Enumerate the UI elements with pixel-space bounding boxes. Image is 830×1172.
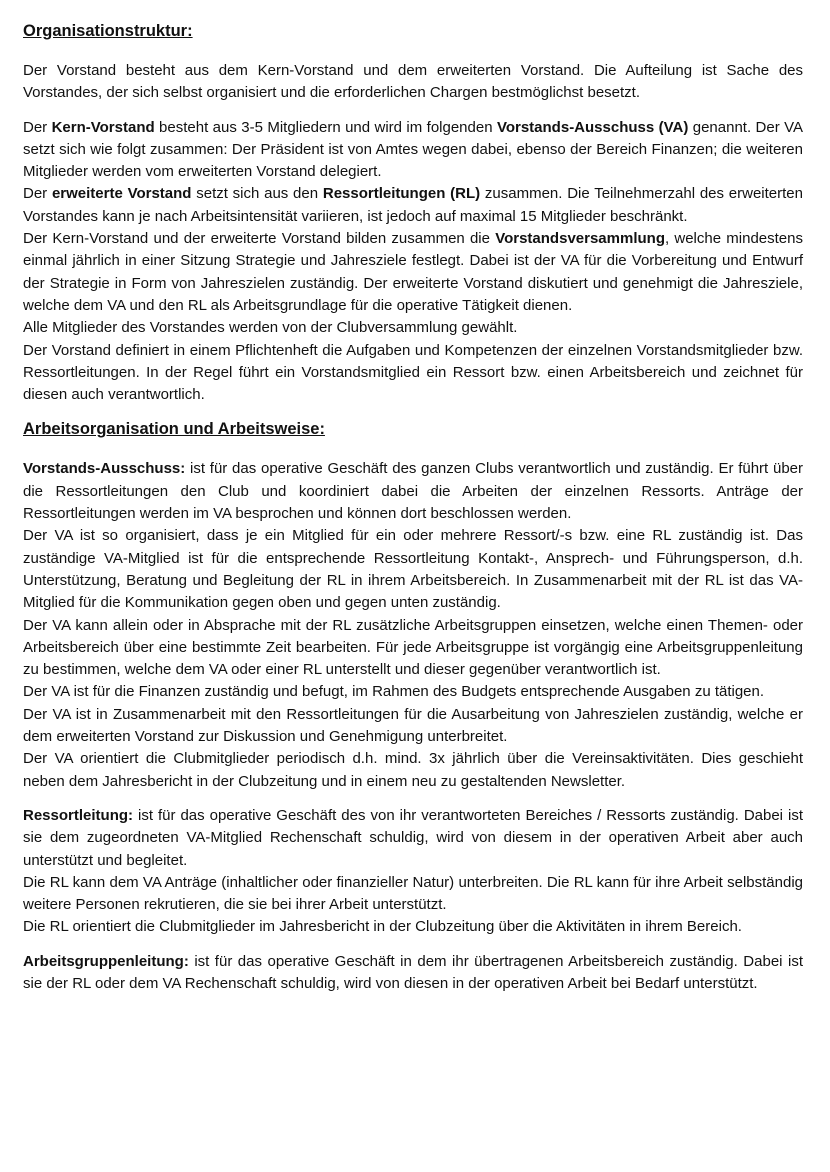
paragraph-rl-antraege: Die RL kann dem VA Anträge (inhaltlicher oder finanzieller Natur) unterbreiten. Die RL kann für ihre Arbeit selbständig weitere Personen rekrutieren, die sie bei ihrer Arbeit unterstützt. xyxy=(23,873,803,914)
paragraph-va-finanzen: Der VA ist für die Finanzen zuständig und befugt, im Rahmen des Budgets entsprechende Ausgaben zu tätigen. xyxy=(23,683,765,701)
paragraph-va-jahresziele: Der VA ist in Zusammenarbeit mit den Ressortleitungen für die Ausarbeitung von Jahreszielen zuständig, welche er dem erweiterten Vorstand zur Diskussion und Genehmigung unterbreitet. xyxy=(23,705,803,746)
term-kern-vorstand: Kern-Vorstand xyxy=(51,118,155,136)
paragraph-erweiterter-vorstand: Der erweiterte Vorstand setzt sich aus den Ressortleitungen (RL) zusammen. Die Teilnehmerzahl des erweiterten Vorstandes kann je nach Arbeitsintensität variieren, ist jedoch auf maximal 15 Mitglieder beschränkt. xyxy=(23,185,803,225)
paragraph-vorstand-intro: Der Vorstand besteht aus dem Kern-Vorstand und dem erweiterten Vorstand. Die Aufteilung ist Sache des Vorstandes, der sich selbst organisiert und die erforderlichen Chargen bestmöglichst besetzt. xyxy=(23,62,803,102)
label-arbeitsgruppenleitung: Arbeitsgruppenleitung: xyxy=(23,952,189,970)
label-vorstands-ausschuss: Vorstands-Ausschuss: xyxy=(23,460,186,478)
paragraph-rl-intro: Ressortleitung: ist für das operative Geschäft des von ihr verantworteten Bereiches / Ressorts zuständig. Dabei ist sie dem zugeordneten VA-Mitglied Rechenschaft schuldig, wird von diesem in der operativen Arbeit aber auch unterstützt und begleitet. xyxy=(23,806,803,869)
paragraph-vorstandsversammlung: Der Kern-Vorstand und der erweiterte Vorstand bilden zusammen die Vorstandsversammlung, welche mindestens einmal jährlich in einer Sitzung Strategie und Jahresziele festlegt. Dabei ist der VA für die Vorbereitung und Entwurf der Strategie in Form von Jahreszielen zuständig. Der erweiterte Vorstand diskutiert und genehmigt die Jahresziele, welche dem VA und den RL als Arbeitsgrundlage für die operative Tätigkeit dienen. xyxy=(23,230,803,314)
paragraph-va-organisation: Der VA ist so organisiert, dass je ein Mitglied für ein oder mehrere Ressort/-s bzw. eine RL zuständig ist. Das zuständige VA-Mitglied ist für die entsprechende Ressortleitung Kontakt-, Ansprech- und Führungsperson, d.h. Unterstützung, Beratung und Begleitung der RL in ihrem Arbeitsbereich. In Zusammenarbeit mit der RL ist das VA-Mitglied für die Kommunikation gegen oben und gegen unten zuständig. xyxy=(23,527,803,612)
term-ressortleitungen: Ressortleitungen (RL) xyxy=(322,185,481,203)
paragraph-rl-orientierung: Die RL orientiert die Clubmitglieder im Jahresbericht in der Clubzeitung über die Aktivitäten in ihrem Bereich. xyxy=(23,918,742,936)
term-erweiterter-vorstand: erweiterte Vorstand xyxy=(51,185,192,203)
paragraph-va-arbeitsgruppen: Der VA kann allein oder in Absprache mit der RL zusätzliche Arbeitsgruppen einsetzen, welche einen Themen- oder Arbeitsbereich über eine bestimmte Zeit bearbeiten. Für jede Arbeitsgruppe ist vorgängig eine Arbeitsgruppenleitung zu bestimmen, welche dem VA oder einer RL unterstellt und dieser gegenüber verantwortlich ist. xyxy=(23,616,803,679)
heading-organisationstruktur: Organisationstruktur: xyxy=(23,22,193,40)
paragraph-wahl: Alle Mitglieder des Vorstandes werden von der Clubversammlung gewählt. xyxy=(23,319,518,337)
heading-arbeitsorganisation: Arbeitsorganisation und Arbeitsweise: xyxy=(23,420,325,439)
term-vorstandsversammlung: Vorstandsversammlung xyxy=(495,230,665,248)
term-vorstands-ausschuss: Vorstands-Ausschuss (VA) xyxy=(496,118,689,136)
paragraph-va-orientierung: Der VA orientiert die Clubmitglieder periodisch d.h. mind. 3x jährlich über die Vereinsaktivitäten. Dies geschieht neben dem Jahresbericht in der Clubzeitung und in einem neu zu gestaltenden Newsletter. xyxy=(23,750,803,790)
label-ressortleitung: Ressortleitung: xyxy=(23,806,134,824)
paragraph-kern-vorstand: Der Kern-Vorstand besteht aus 3-5 Mitgliedern und wird im folgenden Vorstands-Ausschuss (VA) genannt. Der VA setzt sich wie folgt zusammen: Der Präsident ist von Amtes wegen dabei, ebenso der Bereich Finanzen; die weiteren Mitglieder werden vom erweiterten Vorstand delegiert. xyxy=(23,118,803,181)
paragraph-va-intro: Vorstands-Ausschuss: ist für das operative Geschäft des ganzen Clubs verantwortlich und zuständig. Er führt über die Ressortleitungen den Club und koordiniert dabei die Arbeiten der einzelnen Ressorts. Anträge der Ressortleitungen werden im VA besprochen und können dort beschlossen werden. xyxy=(23,460,803,523)
paragraph-agl-intro: Arbeitsgruppenleitung: ist für das operative Geschäft in dem ihr übertragenen Arbeitsbereich zuständig. Dabei ist sie der RL oder dem VA Rechenschaft schuldig, wird von diesen in der operativen Arbeit bei Bedarf unterstützt. xyxy=(23,952,803,992)
paragraph-pflichtenheft: Der Vorstand definiert in einem Pflichtenheft die Aufgaben und Kompetenzen der einzelnen Vorstandsmitglieder bzw. Ressortleitungen. In der Regel führt ein Vorstandsmitglied ein Ressort bzw. einen Arbeitsbereich und zeichnet für diesen auch verantwortlich. xyxy=(23,341,803,404)
